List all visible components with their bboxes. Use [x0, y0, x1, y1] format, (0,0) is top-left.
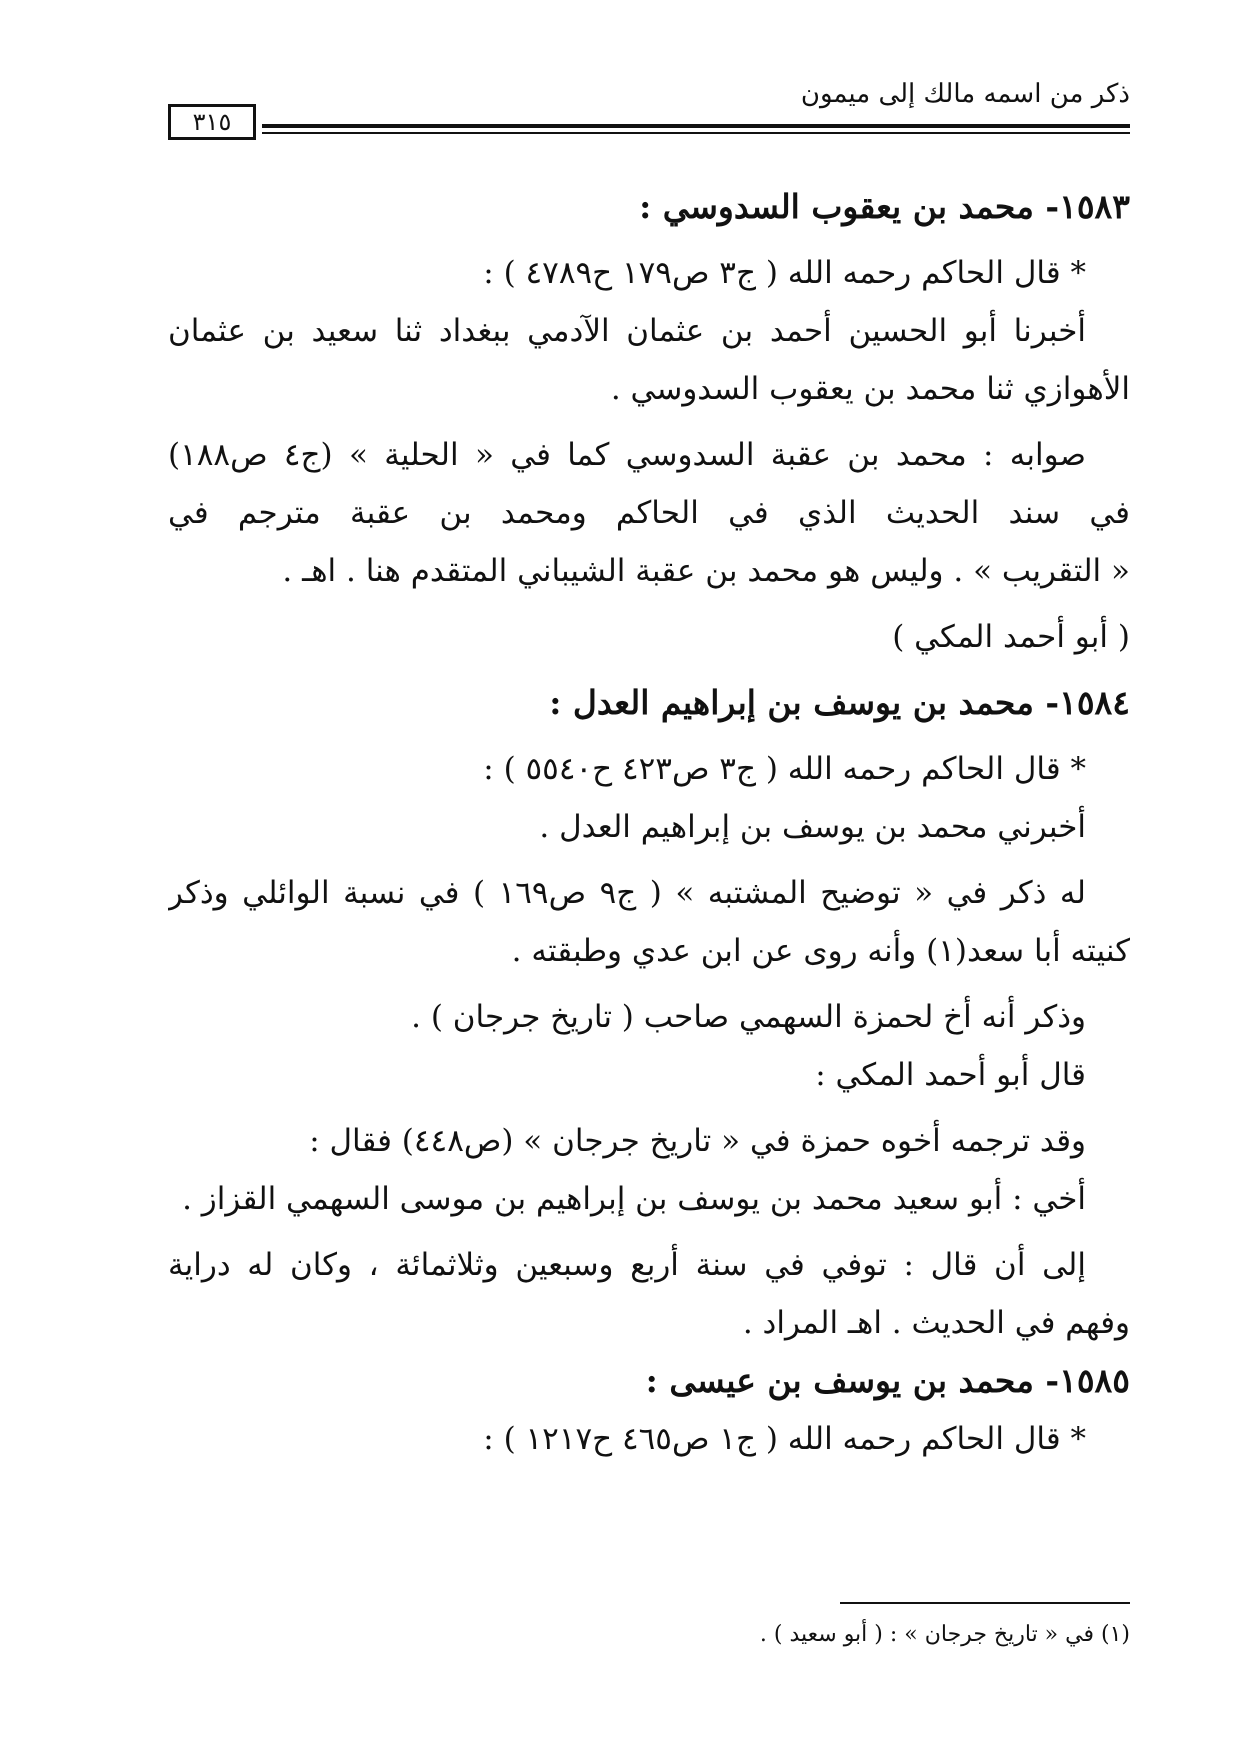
text-line: صوابه : محمد بن عقبة السدوسي كما في « الحلية » (ج٤ ص١٨٨) — [168, 437, 1086, 473]
header-rule-thin — [262, 132, 1130, 134]
body-text — [168, 178, 1130, 1468]
text-line: وقد ترجمه أخوه حمزة في « تاريخ جرجان » (ص٤٤٨) فقال : — [309, 1123, 1086, 1159]
text-line: * قال الحاكم رحمه الله ( ج٣ ص١٧٩ ح٤٧٨٩ ) : — [483, 255, 1086, 291]
text-line: « التقريب » . وليس هو محمد بن عقبة الشيباني المتقدم هنا . اهـ . — [282, 553, 1130, 589]
entry-heading-1584: ١٥٨٤- محمد بن يوسف بن إبراهيم العدل : — [549, 683, 1130, 722]
text-line: الأهوازي ثنا محمد بن يعقوب السدوسي . — [610, 371, 1130, 407]
signature-line: ( أبو أحمد المكي ) — [892, 619, 1130, 655]
text-line: في سند الحديث الذي في الحاكم ومحمد بن عقبة مترجم في — [168, 495, 1130, 531]
text-line: وفهم في الحديث . اهـ المراد . — [742, 1305, 1130, 1341]
text-line: أخبرنا أبو الحسين أحمد بن عثمان الآدمي ببغداد ثنا سعيد بن عثمان — [168, 313, 1086, 349]
text-line: كنيته أبا سعد(١) وأنه روى عن ابن عدي وطبقته . — [511, 933, 1130, 969]
entry-heading-1583: ١٥٨٣- محمد بن يعقوب السدوسي : — [639, 187, 1130, 226]
text-line: قال أبو أحمد المكي : — [815, 1057, 1086, 1093]
footnote: (١) في « تاريخ جرجان » : ( أبو سعيد ) . — [759, 1622, 1130, 1647]
text-line: أخبرني محمد بن يوسف بن إبراهيم العدل . — [539, 809, 1086, 845]
footnote-rule — [840, 1602, 1130, 1604]
header-rule-thick — [262, 124, 1130, 128]
text-line: أخي : أبو سعيد محمد بن يوسف بن إبراهيم بن موسى السهمي القزاز . — [182, 1181, 1086, 1217]
text-line: * قال الحاكم رحمه الله ( ج٣ ص٤٢٣ ح٥٥٤٠ ) : — [483, 751, 1086, 787]
text-line: * قال الحاكم رحمه الله ( ج١ ص٤٦٥ ح١٢١٧ ) : — [483, 1421, 1086, 1457]
text-line: وذكر أنه أخ لحمزة السهمي صاحب ( تاريخ جرجان ) . — [411, 999, 1086, 1035]
running-title: ذكر من اسمه مالك إلى ميمون — [800, 79, 1130, 109]
text-line: إلى أن قال : توفي في سنة أربع وسبعين وثلاثمائة ، وكان له دراية — [168, 1247, 1086, 1283]
entry-heading-1585: ١٥٨٥- محمد بن يوسف بن عيسى : — [645, 1361, 1130, 1400]
text-line: له ذكر في « توضيح المشتبه » ( ج٩ ص١٦٩ ) في نسبة الوائلي وذكر — [168, 875, 1086, 911]
page-number: ٣١٥ — [168, 104, 256, 140]
